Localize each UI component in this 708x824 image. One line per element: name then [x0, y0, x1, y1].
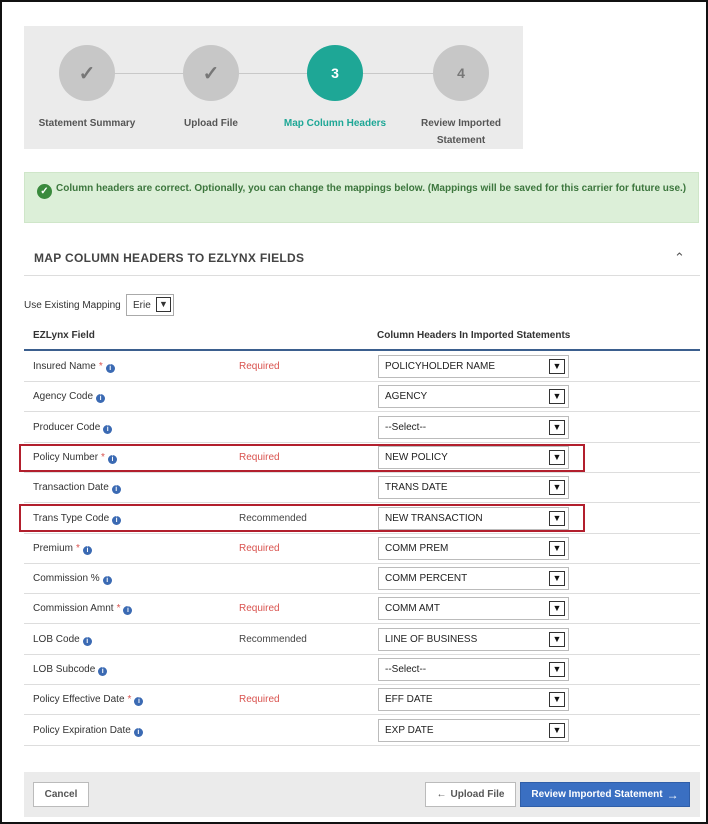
required-label: Required: [239, 603, 280, 615]
field-name: [33, 482, 121, 494]
column-header-imported: Column Headers In Imported Statements: [377, 330, 571, 341]
step-upload-file[interactable]: [151, 45, 271, 132]
column-header-value: EXP DATE: [385, 724, 434, 736]
chevron-down-icon: ▼: [549, 723, 565, 738]
check-icon: ✓: [183, 45, 239, 101]
field-name: [33, 725, 143, 737]
table-row: [24, 716, 700, 746]
chevron-down-icon: ▼: [549, 420, 565, 435]
chevron-down-icon: ▼: [549, 389, 565, 404]
field-name: [33, 422, 112, 434]
column-header-select[interactable]: [378, 537, 569, 560]
field-label: LOB Code: [33, 633, 80, 645]
chevron-down-icon: ▼: [549, 359, 565, 374]
field-name: [33, 664, 107, 676]
step-label: Statement Summary: [38, 118, 136, 129]
required-label: Required: [239, 451, 280, 463]
arrow-right-icon: →: [666, 787, 679, 802]
chevron-down-icon: ▼: [549, 571, 565, 586]
table-row: [24, 382, 700, 412]
column-header-value: POLICYHOLDER NAME: [385, 361, 496, 372]
step-review-imported-statement[interactable]: [401, 45, 521, 149]
recommended-label: Recommended: [239, 633, 307, 645]
field-label: Commission %: [33, 573, 100, 585]
wizard-stepper: [24, 26, 523, 149]
chevron-down-icon: ▼: [549, 692, 565, 707]
table-row: [24, 534, 700, 564]
info-icon[interactable]: i: [103, 576, 112, 585]
info-icon[interactable]: i: [112, 485, 121, 494]
table-row: [24, 685, 700, 715]
required-asterisk: *: [98, 361, 103, 372]
step-map-column-headers[interactable]: [275, 45, 395, 132]
chevron-down-icon: ▼: [156, 297, 171, 312]
table-row: [24, 413, 700, 443]
upload-file-button[interactable]: [425, 782, 516, 807]
field-label: Policy Effective Date: [33, 694, 125, 706]
existing-mapping-label: Use Existing Mapping: [24, 300, 121, 311]
field-name: [33, 361, 115, 373]
field-label: Insured Name: [33, 361, 96, 372]
field-name: [33, 634, 92, 646]
field-label: Premium: [33, 542, 74, 554]
required-asterisk: *: [116, 603, 121, 615]
info-icon[interactable]: i: [96, 394, 105, 403]
table-row: [24, 352, 700, 382]
required-label: Required: [239, 694, 280, 706]
chevron-down-icon: ▼: [549, 601, 565, 616]
column-header-value: COMM PERCENT: [385, 573, 468, 585]
alert-text: Column headers are correct. Optionally, you can change the mappings below. (Mappings will be saved for this carrier for future use.): [56, 183, 687, 194]
table-row: [24, 655, 700, 685]
column-header-value: --Select--: [385, 664, 427, 675]
column-header-value: COMM PREM: [385, 542, 449, 554]
step-number: 3: [307, 45, 363, 101]
column-header-select[interactable]: [378, 688, 569, 711]
field-name: [33, 694, 143, 706]
field-name: [33, 513, 121, 525]
required-asterisk: *: [101, 451, 105, 463]
info-icon[interactable]: i: [106, 364, 115, 373]
chevron-down-icon: ▼: [549, 632, 565, 647]
info-icon[interactable]: i: [83, 546, 92, 555]
column-header-select[interactable]: [378, 476, 569, 499]
chevron-down-icon: ▼: [549, 450, 565, 465]
field-label: Policy Expiration Date: [33, 724, 131, 736]
review-label: Review Imported Statement: [531, 789, 663, 800]
column-header-select[interactable]: [378, 416, 569, 439]
info-icon[interactable]: i: [134, 728, 143, 737]
check-icon: ✓: [59, 45, 115, 101]
recommended-label: Recommended: [239, 512, 307, 524]
column-header-value: COMM AMT: [385, 603, 440, 615]
field-name: [33, 573, 112, 585]
field-name: [33, 543, 92, 555]
info-icon[interactable]: i: [103, 425, 112, 434]
section-divider: [24, 275, 700, 276]
section-title: MAP COLUMN HEADERS TO EZLYNX FIELDS: [34, 251, 305, 265]
step-label: Upload File: [184, 118, 238, 129]
chevron-down-icon: ▼: [549, 480, 565, 495]
existing-mapping-select[interactable]: [126, 294, 174, 316]
chevron-up-icon[interactable]: ⌃: [674, 250, 685, 265]
step-label: Review Imported Statement: [420, 118, 502, 146]
column-header-select[interactable]: [378, 446, 569, 469]
info-icon[interactable]: i: [123, 606, 132, 615]
field-label: Agency Code: [33, 391, 94, 403]
table-row: [24, 625, 700, 655]
column-header-select[interactable]: [378, 597, 569, 620]
column-header-value: --Select--: [385, 421, 427, 433]
column-header-select[interactable]: [378, 385, 569, 408]
step-statement-summary[interactable]: [27, 45, 147, 132]
field-label: Producer Code: [33, 421, 101, 433]
column-header-value: TRANS DATE: [385, 482, 448, 494]
upload-file-label: Upload File: [450, 789, 505, 800]
info-icon[interactable]: i: [134, 697, 143, 706]
column-header-select[interactable]: [378, 658, 569, 681]
field-name: [33, 391, 105, 403]
cancel-button[interactable]: Cancel: [33, 782, 89, 807]
table-row: [24, 564, 700, 594]
required-label: Required: [239, 542, 280, 554]
column-header-value: EFF DATE: [385, 694, 433, 706]
field-label: Commission Amnt: [33, 603, 114, 615]
column-header-select[interactable]: [378, 719, 569, 742]
check-circle-icon: ✓: [37, 184, 52, 199]
column-header-select[interactable]: [378, 507, 569, 530]
field-label: Policy Number: [33, 451, 99, 463]
arrow-left-icon: ←: [436, 789, 447, 800]
chevron-down-icon: ▼: [549, 662, 565, 677]
table-row: [24, 504, 700, 534]
field-label: LOB Subcode: [33, 664, 96, 675]
table-row: [24, 473, 700, 503]
required-label: Required: [239, 361, 280, 372]
existing-mapping-value: Erie: [133, 299, 151, 311]
step-number: 4: [433, 45, 489, 101]
field-name: [33, 603, 132, 615]
column-header-select[interactable]: [378, 628, 569, 651]
column-header-value: AGENCY: [385, 391, 428, 403]
column-header-select[interactable]: [378, 567, 569, 590]
field-label: Transaction Date: [33, 482, 109, 494]
chevron-down-icon: ▼: [549, 541, 565, 556]
field-name: [33, 452, 117, 464]
table-header-rule: [24, 349, 700, 351]
column-header-ezlynx-field: EZLynx Field: [33, 330, 95, 341]
info-icon[interactable]: i: [83, 637, 92, 646]
table-row: [24, 594, 700, 624]
review-imported-statement-button[interactable]: [520, 782, 690, 807]
wizard-footer: [24, 772, 700, 817]
column-header-value: NEW TRANSACTION: [385, 512, 483, 524]
column-header-value: NEW POLICY: [385, 451, 448, 463]
column-header-value: LINE OF BUSINESS: [385, 633, 478, 645]
field-label: Trans Type Code: [33, 512, 110, 524]
info-icon[interactable]: i: [108, 455, 117, 464]
info-icon[interactable]: i: [98, 667, 107, 676]
required-asterisk: *: [127, 694, 132, 706]
info-icon[interactable]: i: [112, 516, 121, 525]
success-alert: [24, 172, 699, 223]
table-row: [24, 443, 700, 473]
step-label: Map Column Headers: [283, 118, 387, 129]
required-asterisk: *: [76, 542, 80, 554]
column-header-select[interactable]: [378, 355, 569, 378]
chevron-down-icon: ▼: [549, 511, 565, 526]
